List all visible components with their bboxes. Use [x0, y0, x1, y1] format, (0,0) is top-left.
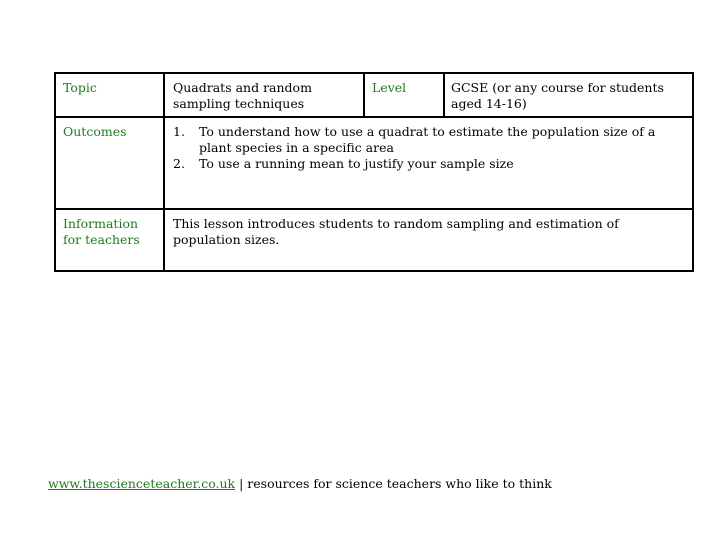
outcomes-label: Outcomes: [56, 118, 165, 208]
info-value: This lesson introduces students to random sampling and estimation of population sizes.: [173, 216, 619, 247]
topic-label: Topic: [56, 74, 165, 116]
outcomes-list: [173, 124, 685, 172]
footer: [48, 476, 552, 492]
lesson-info-table: [54, 72, 694, 272]
footer-tagline: | resources for science teachers who like to think: [235, 476, 552, 491]
outcomes-cell: [165, 118, 692, 208]
list-item-number: 1.: [173, 124, 185, 139]
level-value: GCSE (or any course for students aged 14-16): [451, 80, 664, 111]
list-item-number: 2.: [173, 156, 185, 171]
list-item-text: To use a running mean to justify your sample size: [199, 156, 514, 171]
list-item: [173, 124, 685, 156]
list-item: [173, 156, 685, 172]
topic-row: [56, 74, 692, 118]
info-row: [56, 210, 692, 270]
website-link[interactable]: www.thescienceteacher.co.uk: [48, 476, 236, 491]
info-label: Information for teachers: [56, 210, 165, 270]
list-item-text: To understand how to use a quadrat to estimate the population size of a plant species in a specific area: [199, 124, 656, 155]
topic-value: Quadrats and random sampling techniques: [165, 74, 365, 116]
outcomes-row: [56, 118, 692, 210]
level-label: Level: [365, 74, 445, 116]
